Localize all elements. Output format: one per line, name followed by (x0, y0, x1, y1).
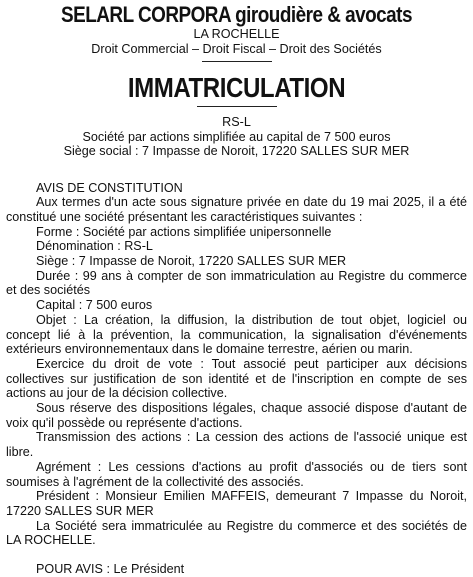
headline-divider (197, 106, 277, 107)
firm-name: SELARL CORPORA giroudière & avocats (61, 2, 412, 27)
registered-office: Siège social : 7 Impasse de Noroit, 17220 SALLES SUR MER (63, 144, 410, 158)
capital-line: Capital : 7 500 euros (36, 298, 153, 313)
company-type-capital: Société par actions simplifiée au capital de 7 500 euros (82, 129, 391, 144)
section-title: AVIS DE CONSTITUTION (36, 180, 183, 195)
header-divider (202, 61, 272, 62)
notice-body (6, 181, 467, 577)
signature-line: POUR AVIS : Le Président (36, 562, 185, 577)
president-paragraph: Président : Monsieur Emilien MAFFEIS, demeurant 7 Impasse du Noroit, 17220 SALLES SUR MER (6, 489, 467, 518)
agrement-paragraph: Agrément : Les cessions d'actions au profit d'associés ou de tiers sont soumises à l'agrément de la collectivité des associés. (6, 459, 467, 489)
notice-headline: IMMATRICULATION (127, 72, 346, 103)
firm-specialties: Droit Commercial – Droit Fiscal – Droit des Sociétés (91, 42, 382, 56)
immatriculation-paragraph: La Société sera immatriculée au Registre du commerce et des sociétés de LA ROCHELLE. (6, 518, 467, 548)
forme-line: Forme : Société par actions simplifiée unipersonnelle (36, 224, 332, 239)
vote-paragraph: Exercice du droit de vote : Tout associé peut participer aux décisions collectives sur justification de son identité et de l'inscription en compte de ses actions au jour de la décision collective. (6, 356, 467, 401)
firm-city: LA ROCHELLE (193, 27, 280, 41)
reserve-paragraph: Sous réserve des dispositions légales, chaque associé dispose d'autant de voix qu'il possède ou représente d'actions. (6, 401, 467, 430)
objet-paragraph: Objet : La création, la diffusion, la distribution de tout objet, logiciel ou concept lié à la prévention, la communication, la signalisation d'événements extérieurs environnementaux dans le domaine terrestre, aérien ou marin. (6, 312, 467, 357)
company-short-name: RS-L (222, 115, 251, 129)
transmission-line: Transmission des actions : La cession des actions de l'associé unique est libre. (6, 430, 467, 460)
denomination-line: Dénomination : RS-L (36, 239, 153, 254)
duree-line: Durée : 99 ans à compter de son immatriculation au Registre du commerce et des sociétés (6, 268, 467, 298)
intro-paragraph: Aux termes d'un acte sous signature privée en date du 19 mai 2025, il a été constitué une société présentant les caractéristiques suivantes : (6, 195, 467, 224)
siege-line: Siège : 7 Impasse de Noroit, 17220 SALLES SUR MER (36, 254, 347, 269)
